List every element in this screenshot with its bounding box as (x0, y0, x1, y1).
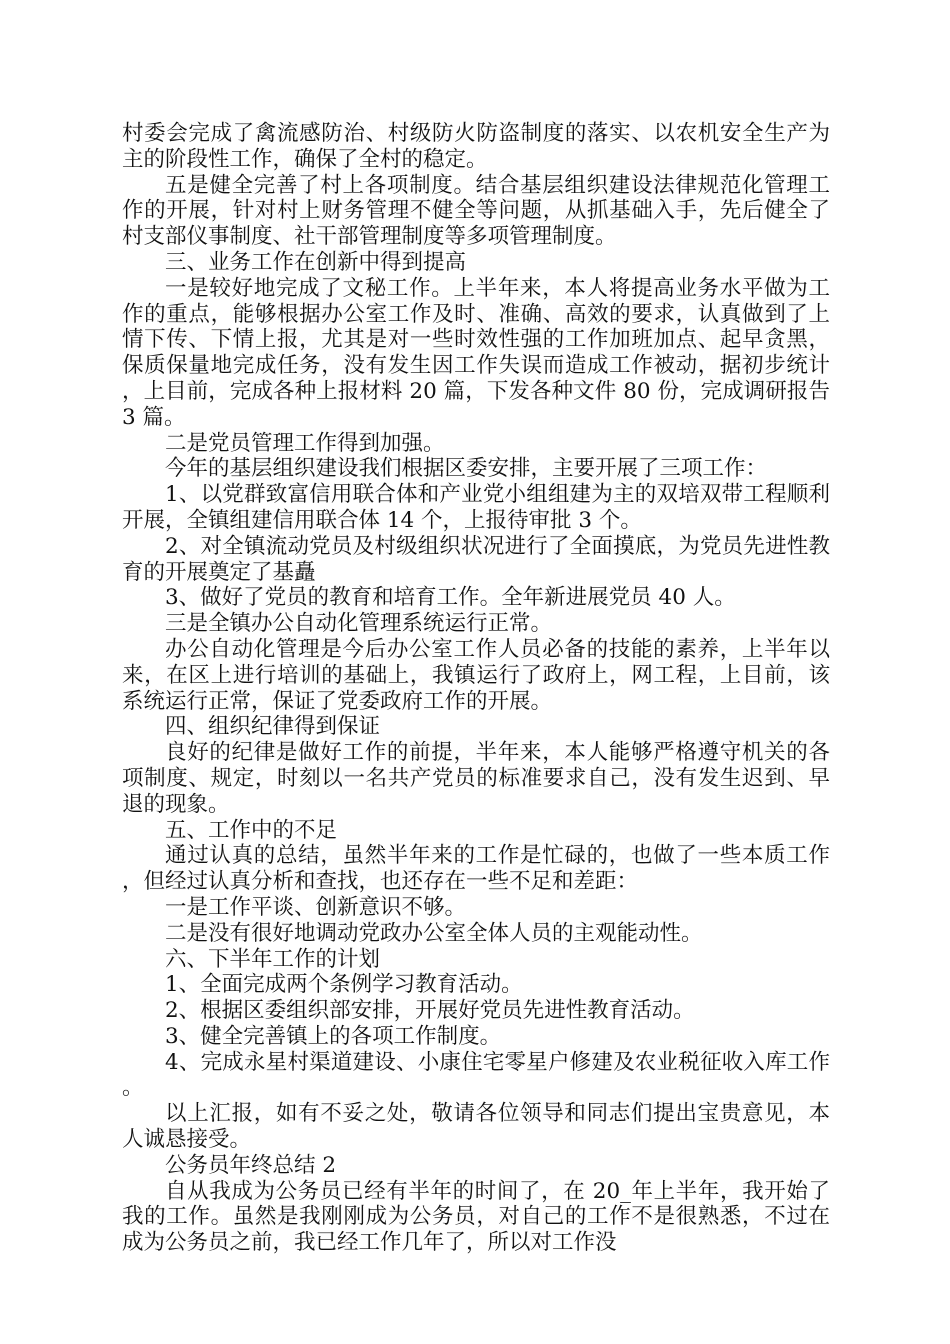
paragraph: 3、健全完善镇上的各项工作制度。 (165, 1023, 502, 1049)
paragraph: 4、完成永星村渠道建设、小康住宅零星户修建及农业税征收入库工作。 (122, 1049, 830, 1101)
paragraph: 今年的基层组织建设我们根据区委安排，主要开展了三项工作： (165, 456, 768, 482)
paragraph: 五是健全完善了村上各项制度。结合基层组织建设法律规范化管理工作的开展，针对村上财务管理不健全等问题，从抓基础入手，先后健全了村支部仪事制度、社干部管理制度等多项管理制度。 (122, 172, 830, 250)
paragraph: 二是没有很好地调动党政办公室全体人员的主观能动性。 (165, 920, 703, 946)
paragraph: 三、业务工作在创新中得到提高 (165, 249, 467, 275)
paragraph: 办公自动化管理是今后办公室工作人员必备的技能的素养，上半年以来，在区上进行培训的基础上，我镇运行了政府上，网工程，上目前，该系统运行正常，保证了党委政府工作的开展。 (122, 636, 830, 714)
paragraph: 自从我成为公务员已经有半年的时间了，在 20_年上半年，我开始了我的工作。虽然是我刚刚成为公务员，对自己的工作不是很熟悉，不过在成为公务员之前，我已经工作几年了，所以对工作没 (122, 1178, 830, 1256)
paragraph: 1、以党群致富信用联合体和产业党小组组建为主的双培双带工程顺利开展，全镇组建信用联合体 14 个，上报待审批 3 个。 (122, 482, 830, 533)
paragraph: 以上汇报，如有不妥之处，敬请各位领导和同志们提出宝贵意见，本人诚恳接受。 (122, 1101, 830, 1153)
paragraph: 六、下半年工作的计划 (165, 946, 381, 972)
paragraph: 一是工作平谈、创新意识不够。 (165, 894, 467, 920)
paragraph: 五、工作中的不足 (165, 817, 338, 843)
paragraph: 2、根据区委组织部安排，开展好党员先进性教育活动。 (165, 998, 695, 1024)
paragraph: 良好的纪律是做好工作的前提，半年来，本人能够严格遵守机关的各项制度、规定，时刻以一名共产党员的标准要求自己，没有发生迟到、早退的现象。 (122, 740, 830, 817)
document-body (122, 121, 830, 1256)
paragraph: 3、做好了党员的教育和培育工作。全年新进展党员 40 人。 (165, 585, 736, 611)
paragraph: 二是党员管理工作得到加强。 (165, 430, 445, 456)
paragraph: 公务员年终总结 2 (165, 1152, 337, 1178)
paragraph: 一是较好地完成了文秘工作。上半年来，本人将提高业务水平做为工作的重点，能够根据办公室工作及时、准确、高效的要求，认真做到了上情下传、下情上报，尤其是对一些时效性强的工作加班加点、起早贪黑，保质保量地完成任务，没有发生因工作失误而造成工作被动，据初步统计，上目前，完成各种上报材料 20 篇，下发各种文件 80 份，完成调研报告 3 篇。 (122, 275, 830, 430)
paragraph: 三是全镇办公自动化管理系统运行正常。 (165, 611, 553, 637)
paragraph: 1、全面完成两个条例学习教育活动。 (165, 972, 523, 998)
paragraph: 四、组织纪律得到保证 (165, 714, 381, 740)
paragraph: 2、对全镇流动党员及村级组织状况进行了全面摸底，为党员先进性教育的开展奠定了基矗 (122, 533, 830, 585)
paragraph: 通过认真的总结，虽然半年来的工作是忙碌的，也做了一些本质工作，但经过认真分析和查找，也还存在一些不足和差距： (122, 843, 830, 895)
paragraph: 村委会完成了禽流感防治、村级防火防盗制度的落实、以农机安全生产为主的阶段性工作，确保了全村的稳定。 (122, 121, 830, 172)
